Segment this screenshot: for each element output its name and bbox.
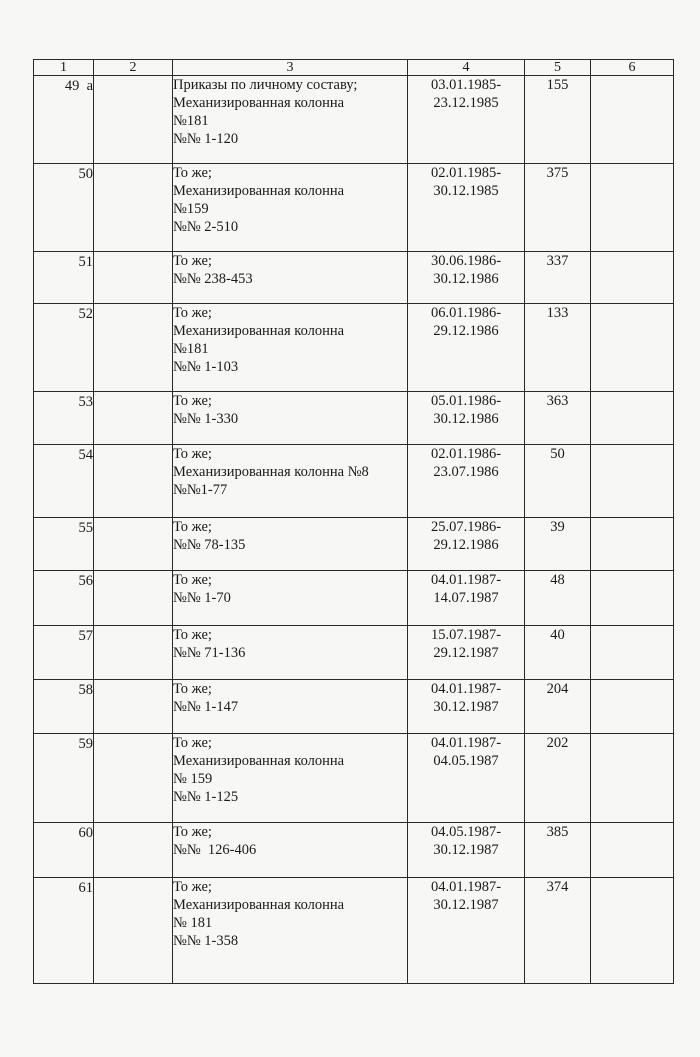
date-start: 30.06.1986- <box>430 253 502 269</box>
page-count-cell <box>525 445 591 518</box>
item-number-cell <box>34 734 94 823</box>
description-line: Механизированная колонна <box>173 753 345 769</box>
item-number: 53 <box>78 394 93 410</box>
date-range-cell <box>408 252 525 304</box>
item-number-cell <box>34 392 94 445</box>
description-line: То же; <box>173 681 212 697</box>
page-count-cell <box>525 626 591 680</box>
index-cell <box>94 518 173 571</box>
description-line: №№ 238-453 <box>173 271 253 287</box>
item-number: 60 <box>78 825 93 841</box>
description-line: То же; <box>173 165 212 181</box>
table-row <box>34 878 674 984</box>
notes-cell <box>591 304 674 392</box>
page-count-cell <box>525 164 591 252</box>
description-line: №№ 1-120 <box>173 131 239 147</box>
date-end: 23.12.1985 <box>433 95 499 111</box>
date-range-cell <box>408 164 525 252</box>
table-row <box>34 823 674 878</box>
page-count-cell <box>525 518 591 571</box>
description-cell <box>173 680 408 734</box>
description-line: №181 <box>173 341 209 357</box>
item-number: 49 а <box>64 78 93 94</box>
description-line: Механизированная колонна №8 <box>173 464 369 480</box>
date-end: 29.12.1987 <box>433 645 499 661</box>
table-body <box>34 76 674 984</box>
index-cell <box>94 252 173 304</box>
table-row <box>34 392 674 445</box>
page-count: 155 <box>546 77 569 93</box>
date-end: 30.12.1985 <box>433 183 499 199</box>
description-cell <box>173 734 408 823</box>
notes-cell <box>591 571 674 626</box>
index-cell <box>94 164 173 252</box>
index-cell <box>94 571 173 626</box>
date-end: 04.05.1987 <box>433 753 499 769</box>
column-header-1: 1 <box>34 60 94 76</box>
item-number: 58 <box>78 682 93 698</box>
notes-cell <box>591 252 674 304</box>
page-count: 39 <box>550 519 565 535</box>
date-start: 04.01.1987- <box>430 681 502 697</box>
item-number-cell <box>34 304 94 392</box>
page-count: 48 <box>550 572 565 588</box>
description-cell <box>173 518 408 571</box>
description-cell <box>173 252 408 304</box>
description-cell <box>173 878 408 984</box>
date-range-cell <box>408 734 525 823</box>
date-start: 05.01.1986- <box>430 393 502 409</box>
notes-cell <box>591 76 674 164</box>
date-start: 02.01.1985- <box>430 165 502 181</box>
item-number-cell <box>34 626 94 680</box>
notes-cell <box>591 823 674 878</box>
date-start: 04.01.1987- <box>430 879 502 895</box>
column-header-5: 5 <box>525 60 591 76</box>
item-number-cell <box>34 878 94 984</box>
description-line: То же; <box>173 735 212 751</box>
date-end: 30.12.1987 <box>433 699 499 715</box>
page-count-cell <box>525 823 591 878</box>
date-start: 06.01.1986- <box>430 305 502 321</box>
description-line: Механизированная колонна <box>173 897 345 913</box>
item-number: 54 <box>78 447 93 463</box>
date-range-cell <box>408 392 525 445</box>
column-header-3: 3 <box>173 60 408 76</box>
description-line: Механизированная колонна <box>173 95 345 111</box>
page-count-cell <box>525 252 591 304</box>
item-number: 55 <box>78 520 93 536</box>
description-line: Механизированная колонна <box>173 183 345 199</box>
description-line: То же; <box>173 879 212 895</box>
description-line: То же; <box>173 305 212 321</box>
date-start: 04.05.1987- <box>430 824 502 840</box>
notes-cell <box>591 626 674 680</box>
page-count-cell <box>525 76 591 164</box>
description-cell <box>173 164 408 252</box>
description-line: То же; <box>173 627 212 643</box>
date-end: 29.12.1986 <box>433 323 499 339</box>
item-number: 52 <box>78 306 93 322</box>
page-count: 375 <box>546 165 569 181</box>
item-number-cell <box>34 445 94 518</box>
date-range-cell <box>408 571 525 626</box>
description-cell <box>173 445 408 518</box>
date-end: 30.12.1986 <box>433 411 499 427</box>
table-row <box>34 518 674 571</box>
description-line: №№ 1-358 <box>173 933 239 949</box>
date-range-cell <box>408 518 525 571</box>
date-range-cell <box>408 76 525 164</box>
description-line: То же; <box>173 393 212 409</box>
table-row <box>34 252 674 304</box>
description-line: То же; <box>173 253 212 269</box>
table-row <box>34 734 674 823</box>
item-number-cell <box>34 76 94 164</box>
notes-cell <box>591 680 674 734</box>
description-cell <box>173 392 408 445</box>
table-row <box>34 680 674 734</box>
item-number: 51 <box>78 254 93 270</box>
date-start: 04.01.1987- <box>430 735 502 751</box>
description-line: Приказы по личному составу; <box>173 77 358 93</box>
date-end: 30.12.1987 <box>433 842 499 858</box>
date-end: 30.12.1986 <box>433 271 499 287</box>
index-cell <box>94 304 173 392</box>
item-number-cell <box>34 164 94 252</box>
description-line: №№ 1-125 <box>173 789 239 805</box>
page-count-cell <box>525 392 591 445</box>
date-start: 04.01.1987- <box>430 572 502 588</box>
item-number: 56 <box>78 573 93 589</box>
table-row <box>34 76 674 164</box>
item-number-cell <box>34 518 94 571</box>
page-count: 363 <box>546 393 569 409</box>
page-count: 133 <box>546 305 569 321</box>
page-count: 337 <box>546 253 569 269</box>
index-cell <box>94 734 173 823</box>
date-start: 15.07.1987- <box>430 627 502 643</box>
item-number: 59 <box>78 736 93 752</box>
page-count: 40 <box>550 627 565 643</box>
item-number-cell <box>34 571 94 626</box>
page-count: 204 <box>546 681 569 697</box>
description-line: №№ 78-135 <box>173 537 246 553</box>
description-line: То же; <box>173 446 212 462</box>
item-number-cell <box>34 680 94 734</box>
item-number-cell <box>34 252 94 304</box>
description-line: Механизированная колонна <box>173 323 345 339</box>
index-cell <box>94 445 173 518</box>
table-row <box>34 626 674 680</box>
page-count: 374 <box>546 879 569 895</box>
table-row <box>34 164 674 252</box>
date-end: 30.12.1987 <box>433 897 499 913</box>
notes-cell <box>591 445 674 518</box>
column-header-6: 6 <box>591 60 674 76</box>
archive-inventory-table <box>33 59 674 984</box>
description-cell <box>173 823 408 878</box>
page-count-cell <box>525 304 591 392</box>
page-count-cell <box>525 571 591 626</box>
description-cell <box>173 626 408 680</box>
date-start: 25.07.1986- <box>430 519 502 535</box>
page-count: 202 <box>546 735 569 751</box>
description-line: №№ 2-510 <box>173 219 239 235</box>
page-count-cell <box>525 878 591 984</box>
description-line: То же; <box>173 519 212 535</box>
page-count-cell <box>525 734 591 823</box>
description-line: №№1-77 <box>173 482 228 498</box>
notes-cell <box>591 392 674 445</box>
table-row <box>34 304 674 392</box>
description-line: №№ 1-103 <box>173 359 239 375</box>
page-count-cell <box>525 680 591 734</box>
description-line: То же; <box>173 824 212 840</box>
description-line: №159 <box>173 201 209 217</box>
date-start: 03.01.1985- <box>430 77 502 93</box>
item-number: 61 <box>78 880 93 896</box>
date-range-cell <box>408 823 525 878</box>
date-range-cell <box>408 445 525 518</box>
index-cell <box>94 823 173 878</box>
description-line: То же; <box>173 572 212 588</box>
page-count: 385 <box>546 824 569 840</box>
table-row <box>34 571 674 626</box>
date-start: 02.01.1986- <box>430 446 502 462</box>
notes-cell <box>591 164 674 252</box>
description-line: № 181 <box>173 915 213 931</box>
date-range-cell <box>408 304 525 392</box>
item-number: 50 <box>78 166 93 182</box>
column-header-2: 2 <box>94 60 173 76</box>
date-end: 29.12.1986 <box>433 537 499 553</box>
table-row <box>34 445 674 518</box>
index-cell <box>94 626 173 680</box>
date-range-cell <box>408 626 525 680</box>
description-cell <box>173 76 408 164</box>
description-line: №№ 126-406 <box>173 842 257 858</box>
notes-cell <box>591 518 674 571</box>
date-end: 23.07.1986 <box>433 464 499 480</box>
description-line: №№ 1-147 <box>173 699 239 715</box>
index-cell <box>94 76 173 164</box>
column-number-header-row <box>34 60 674 76</box>
date-range-cell <box>408 878 525 984</box>
item-number: 57 <box>78 628 93 644</box>
page-count: 50 <box>550 446 565 462</box>
description-line: №№ 71-136 <box>173 645 246 661</box>
index-cell <box>94 878 173 984</box>
notes-cell <box>591 878 674 984</box>
index-cell <box>94 680 173 734</box>
notes-cell <box>591 734 674 823</box>
description-line: №№ 1-70 <box>173 590 231 606</box>
description-cell <box>173 571 408 626</box>
date-end: 14.07.1987 <box>433 590 499 606</box>
column-header-4: 4 <box>408 60 525 76</box>
description-line: № 159 <box>173 771 213 787</box>
description-line: №№ 1-330 <box>173 411 239 427</box>
item-number-cell <box>34 823 94 878</box>
index-cell <box>94 392 173 445</box>
date-range-cell <box>408 680 525 734</box>
description-line: №181 <box>173 113 209 129</box>
description-cell <box>173 304 408 392</box>
